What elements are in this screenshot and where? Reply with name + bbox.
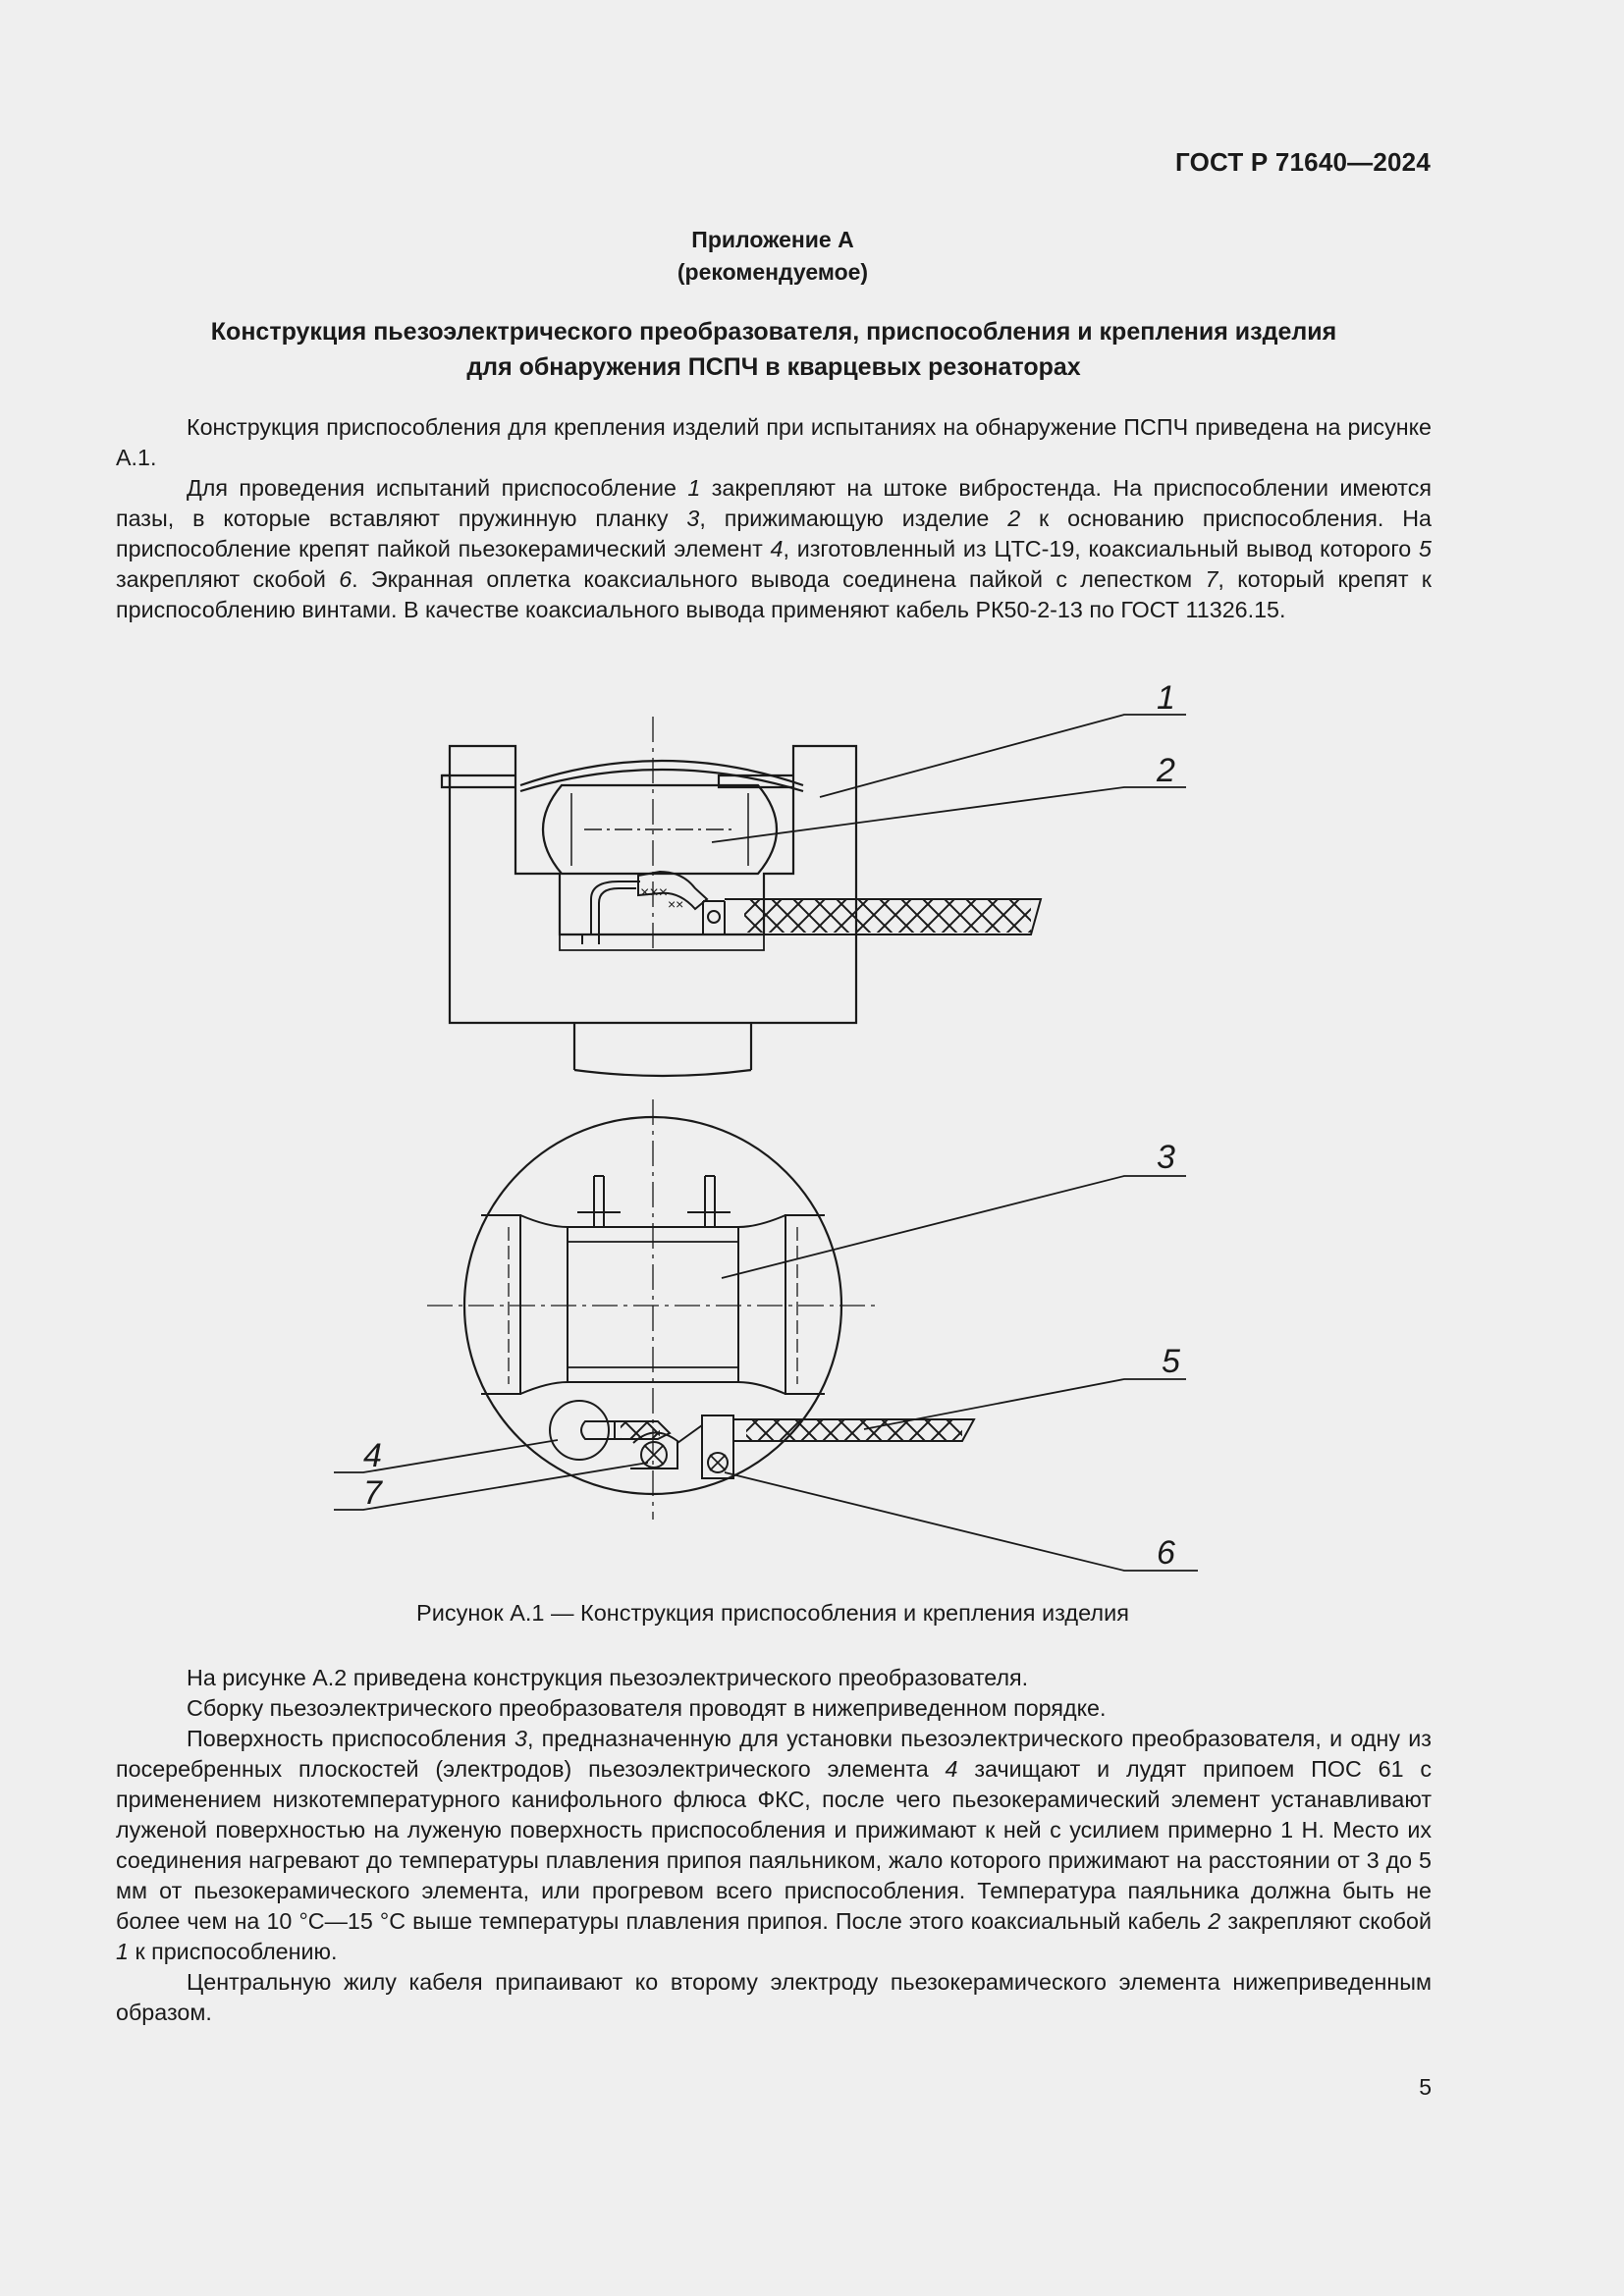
figure-a1 [334,677,1218,1580]
label-2: 2 [1157,752,1175,789]
label-6: 6 [1157,1534,1175,1572]
cable-bracket [702,1415,733,1478]
piezo-element [550,1401,609,1460]
intro-text [116,412,1432,625]
paragraph: Поверхность приспособления 3, предназначенную для установки пьезоэлектрического преобразователя, и одну из посеребренных плоскостей (электродов) пьезоэлектрического элемента 4 зачищают и лудят припоем ПОС 61 с применением низкотемпературного канифольного флюса ФКС, после чего пьезокерамический элемент устанавливают луженой поверхностью на луженую поверхность приспособления и прижимают к ней с усилием примерно 1 Н. Место их соединения нагревают до температуры плавления припоя паяльником, жало которого прижимают на расстоянии от 3 до 5 мм от пьезокерамического элемента, или прогревом всего приспособления. Температура паяльника должна быть не более чем на 10 °С—15 °С выше температуры плавления припоя. После этого коаксиальный кабель 2 закрепляют скобой 1 к приспособлению. [116,1726,1432,1964]
page-number: 5 [1419,2074,1432,2100]
annex-status: (рекомендуемое) [677,259,869,285]
heading-line-1: Конструкция пьезоэлектрического преобразователя, приспособления и крепления изделия [210,318,1337,346]
standard-code: ГОСТ Р 71640—2024 [1175,147,1431,177]
assembly-text [116,1663,1432,2028]
label-4: 4 [363,1437,382,1474]
vibrator-shaft [574,1023,751,1070]
annex-title: Приложение А [691,227,854,252]
heading-line-2: для обнаружения ПСПЧ в кварцевых резонаторах [466,353,1081,381]
label-7: 7 [363,1474,382,1512]
section-heading [116,314,1432,385]
svg-text:×××: ××× [640,884,669,901]
paragraph: Сборку пьезоэлектрического преобразователя проводят в нижеприведенном порядке. [187,1695,1107,1721]
paragraph: Конструкция приспособления для крепления изделий при испытаниях на обнаружение ПСПЧ приведена на рисунке А.1. [116,414,1432,470]
label-3: 3 [1157,1139,1175,1176]
paragraph: Центральную жилу кабеля припаивают ко второму электроду пьезокерамического элемента нижеприведенным образом. [116,1969,1432,2025]
paragraph: Для проведения испытаний приспособление 1 закрепляют на штоке вибростенда. На приспособлении имеются пазы, в которые вставляют пружинную планку 3, прижимающую изделие 2 к основанию приспособления. На приспособление крепят пайкой пьезокерамический элемент 4, изготовленный из ЦТС-19, коаксиальный вывод которого 5 закрепляют скобой 6. Экранная оплетка коаксиального вывода соединена пайкой с лепестком 7, который крепят к приспособлению винтами. В качестве коаксиального вывода применяют кабель РК50-2-13 по ГОСТ 11326.15. [116,475,1433,622]
label-5: 5 [1162,1343,1180,1380]
fixture-drawing [334,677,1218,1580]
paragraph: На рисунке А.2 приведена конструкция пьезоэлектрического преобразователя. [187,1665,1029,1690]
figure-caption: Рисунок А.1 — Конструкция приспособления и крепления изделия [416,1600,1129,1626]
annex-title-block [0,224,1545,289]
svg-text:××: ×× [668,896,684,912]
label-1: 1 [1157,679,1175,717]
